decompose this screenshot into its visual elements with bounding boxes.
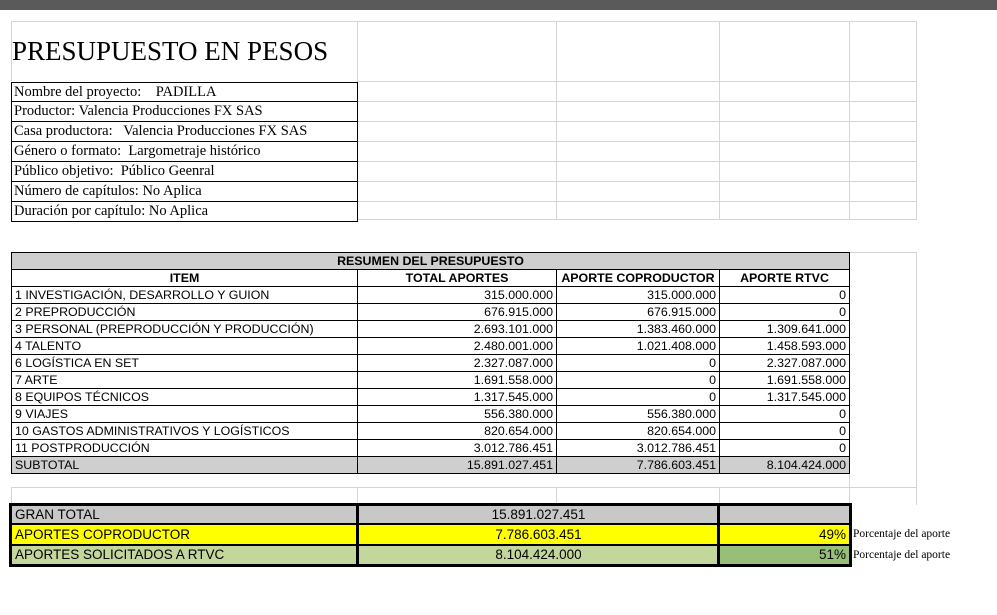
cell[interactable]: 0 (720, 287, 850, 304)
cell[interactable]: 1.317.545.000 (720, 389, 850, 406)
subtotal-row (12, 457, 850, 474)
project-name-field[interactable]: Nombre del proyecto: PADILLA (11, 82, 358, 102)
cell[interactable]: 1.021.408.000 (557, 338, 720, 355)
cell[interactable]: 0 (720, 406, 850, 423)
table-row (12, 372, 850, 389)
cell[interactable]: 0 (557, 389, 720, 406)
cell[interactable]: 4 TALENTO (12, 338, 358, 355)
col-header-coproductor: APORTE COPRODUCTOR (557, 270, 720, 287)
rtvc-percent-note: Porcentaje del aporte (853, 549, 951, 561)
table-row (12, 304, 850, 321)
coproductor-label[interactable]: APORTES COPRODUCTOR (12, 525, 358, 545)
cell[interactable]: 8 EQUIPOS TÉCNICOS (12, 389, 358, 406)
cell[interactable]: 315.000.000 (557, 287, 720, 304)
cell[interactable]: 10 GASTOS ADMINISTRATIVOS Y LOGÍSTICOS (12, 423, 358, 440)
cell[interactable]: 676.915.000 (557, 304, 720, 321)
cell[interactable]: 676.915.000 (358, 304, 557, 321)
gran-total-value[interactable]: 15.891.027.451 (358, 505, 720, 525)
column-header-row (12, 270, 850, 287)
cell[interactable]: 820.654.000 (358, 423, 557, 440)
gran-total-label[interactable]: GRAN TOTAL (12, 505, 358, 525)
cell[interactable]: 1 INVESTIGACIÓN, DESARROLLO Y GUION (12, 287, 358, 304)
totals-table (11, 504, 850, 565)
cell[interactable]: 2.480.001.000 (358, 338, 557, 355)
cell[interactable]: 2.693.101.000 (358, 321, 557, 338)
col-header-item: ITEM (12, 270, 358, 287)
table-row (12, 406, 850, 423)
page-title: PRESUPUESTO EN PESOS (12, 36, 329, 66)
col-header-total: TOTAL APORTES (358, 270, 557, 287)
production-company-field[interactable]: Casa productora: Valencia Producciones FX SAS (11, 122, 358, 142)
summary-title: RESUMEN DEL PRESUPUESTO (12, 253, 850, 270)
coproductor-percent[interactable]: 49% (720, 525, 850, 545)
gran-total-row (12, 505, 850, 525)
totals-hline-1 (9, 523, 852, 525)
cell[interactable]: 1.309.641.000 (720, 321, 850, 338)
cell[interactable]: 0 (720, 440, 850, 457)
rtvc-value[interactable]: 8.104.424.000 (358, 545, 720, 565)
cell[interactable]: 7 ARTE (12, 372, 358, 389)
table-row (12, 440, 850, 457)
coproductor-row (12, 525, 850, 545)
cell[interactable]: 3.012.786.451 (358, 440, 557, 457)
table-row (12, 389, 850, 406)
cell[interactable]: 820.654.000 (557, 423, 720, 440)
table-row (12, 423, 850, 440)
cell[interactable]: 1.383.460.000 (557, 321, 720, 338)
totals-divider-1 (356, 503, 359, 567)
totals-hline-2 (9, 544, 852, 546)
table-row (12, 321, 850, 338)
genre-field[interactable]: Género o formato: Largometraje histórico (11, 142, 358, 162)
subtotal-total[interactable]: 15.891.027.451 (358, 457, 557, 474)
coproductor-percent-note: Porcentaje del aporte (853, 528, 951, 540)
coproductor-value[interactable]: 7.786.603.451 (358, 525, 720, 545)
subtotal-rtvc[interactable]: 8.104.424.000 (720, 457, 850, 474)
cell[interactable]: 2 PREPRODUCCIÓN (12, 304, 358, 321)
cell[interactable]: 11 POSTPRODUCCIÓN (12, 440, 358, 457)
cell[interactable]: 556.380.000 (557, 406, 720, 423)
cell[interactable]: 2.327.087.000 (358, 355, 557, 372)
subtotal-coproductor[interactable]: 7.786.603.451 (557, 457, 720, 474)
cell[interactable]: 1.691.558.000 (720, 372, 850, 389)
budget-summary-table (11, 252, 850, 474)
cell[interactable]: 0 (720, 304, 850, 321)
cell[interactable]: 1.317.545.000 (358, 389, 557, 406)
gran-total-empty[interactable] (720, 505, 850, 525)
table-row (12, 355, 850, 372)
cell[interactable]: 6 LOGÍSTICA EN SET (12, 355, 358, 372)
cell[interactable]: 315.000.000 (358, 287, 557, 304)
cell[interactable]: 1.458.593.000 (720, 338, 850, 355)
cell[interactable]: 0 (557, 372, 720, 389)
cell[interactable]: 2.327.087.000 (720, 355, 850, 372)
chapters-field[interactable]: Número de capítulos: No Aplica (11, 182, 358, 202)
cell[interactable]: 0 (720, 423, 850, 440)
chapter-duration-field[interactable]: Duración por capítulo: No Aplica (11, 202, 358, 222)
audience-field[interactable]: Público objetivo: Público Geenral (11, 162, 358, 182)
table-row (12, 338, 850, 355)
summary-title-row (12, 253, 850, 270)
cell[interactable]: 1.691.558.000 (358, 372, 557, 389)
rtvc-percent[interactable]: 51% (720, 545, 850, 565)
window-top-bar (0, 0, 997, 10)
table-row (12, 287, 850, 304)
subtotal-label[interactable]: SUBTOTAL (12, 457, 358, 474)
cell[interactable]: 556.380.000 (358, 406, 557, 423)
cell[interactable]: 9 VIAJES (12, 406, 358, 423)
cell[interactable]: 0 (557, 355, 720, 372)
producer-field[interactable]: Productor: Valencia Producciones FX SAS (11, 102, 358, 122)
col-header-rtvc: APORTE RTVC (720, 270, 850, 287)
totals-divider-2 (717, 503, 720, 567)
cell[interactable]: 3.012.786.451 (557, 440, 720, 457)
cell[interactable]: 3 PERSONAL (PREPRODUCCIÓN Y PRODUCCIÓN) (12, 321, 358, 338)
rtvc-label[interactable]: APORTES SOLICITADOS A RTVC (12, 545, 358, 565)
rtvc-row (12, 545, 850, 565)
